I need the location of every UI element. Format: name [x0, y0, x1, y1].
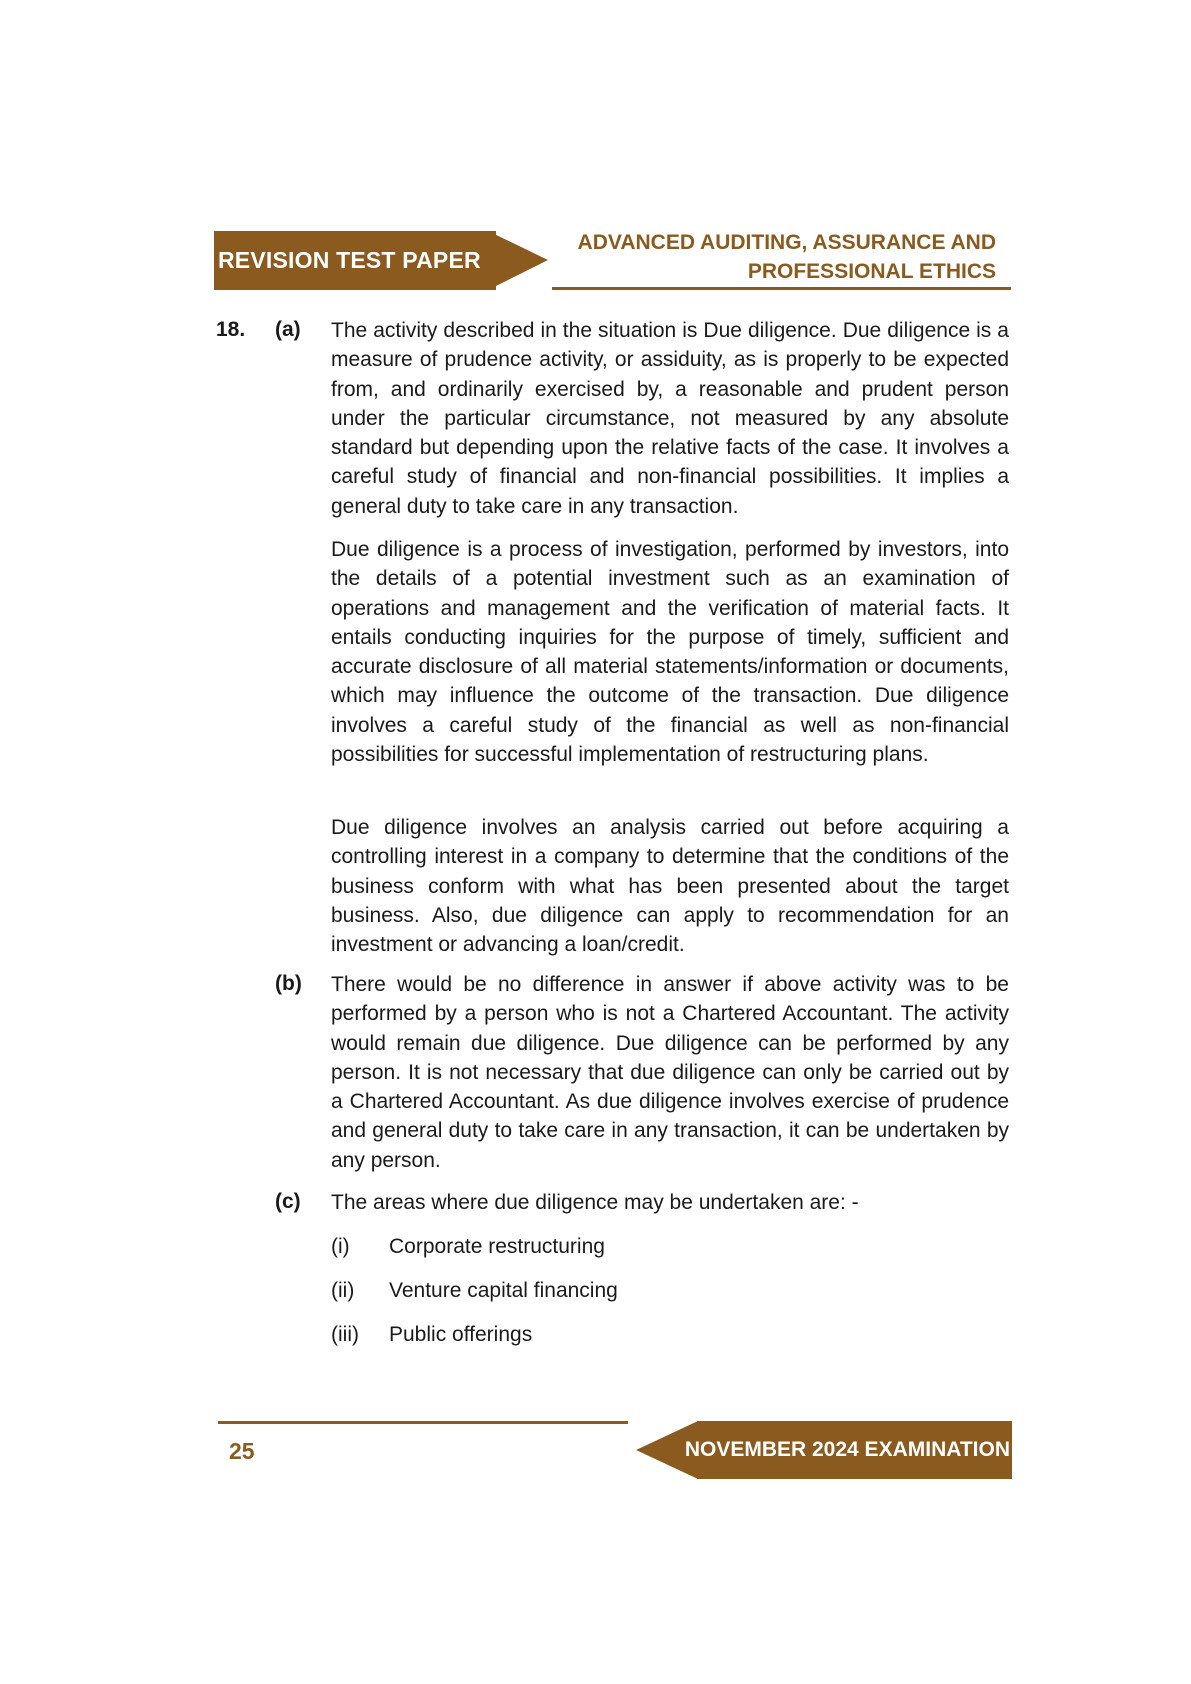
list-item [331, 1276, 618, 1305]
part-b-label: (b) [275, 972, 302, 995]
subject-title-line-1: ADVANCED AUDITING, ASSURANCE AND [577, 231, 996, 254]
part-b-paragraph: There would be no difference in answer if above activity was to be performed by a person who is not a Chartered Accountant. The activity would remain due diligence. Due diligence can be performed by any person. It is not necessary that due diligence can only be carried out by a Chartered Accountant. As due diligence involves exercise of prudence and general duty to take care in any transaction, it can be undertaken by any person. [331, 973, 1009, 1172]
subject-title-line-2: PROFESSIONAL ETHICS [747, 260, 996, 283]
part-c-intro: The areas where due diligence may be undertaken are: - [331, 1191, 859, 1214]
part-c-label: (c) [275, 1190, 301, 1213]
list-item [331, 1320, 532, 1349]
question-number: 18. [216, 318, 246, 341]
part-a-label: (a) [275, 318, 301, 341]
footer-band [684, 1421, 1012, 1479]
subject-title [578, 228, 996, 286]
header-band [214, 231, 496, 290]
footer-rule [218, 1421, 628, 1424]
part-a-paragraph-1: The activity described in the situation is Due diligence. Due diligence is a measure of prudence activity, or assiduity, as is properly to be expected from, and ordinarily exercised by, a reasonable and prudent person under the particular circumstance, not measured by any absolute standard but depending upon the relative facts of the case. It involves a careful study of financial and non-financial possibilities. It implies a general duty to take care in any transaction. [331, 319, 1009, 518]
list-item-text: Public offerings [389, 1323, 533, 1346]
list-item-number: (iii) [331, 1323, 359, 1346]
header-arrow-shape [488, 231, 548, 290]
header-rule [552, 287, 1011, 290]
list-item [331, 1232, 605, 1261]
list-item-number: (ii) [331, 1279, 355, 1302]
exam-label: NOVEMBER 2024 EXAMINATION [684, 1438, 1010, 1461]
list-item-number: (i) [331, 1235, 350, 1258]
list-item-text: Venture capital financing [389, 1279, 618, 1302]
part-a-paragraph-2: Due diligence is a process of investigation, performed by investors, into the details of a potential investment such as an examination of operations and management and the verification of material facts. It entails conducting inquiries for the purpose of timely, sufficient and accurate disclosure of all material statements/information or documents, which may influence the outcome of the transaction. Due diligence involves a careful study of the financial as well as non-financial possibilities for successful implementation of restructuring plans. [331, 538, 1009, 767]
paper-type-label: REVISION TEST PAPER [218, 247, 481, 273]
page-number: 25 [229, 1438, 255, 1464]
list-item-text: Corporate restructuring [389, 1235, 605, 1258]
part-a-paragraph-3: Due diligence involves an analysis carried out before acquiring a controlling interest in a company to determine that the conditions of the business conform with what has been presented about the target business. Also, due diligence can apply to recommendation for an investment or advancing a loan/credit. [331, 816, 1009, 957]
